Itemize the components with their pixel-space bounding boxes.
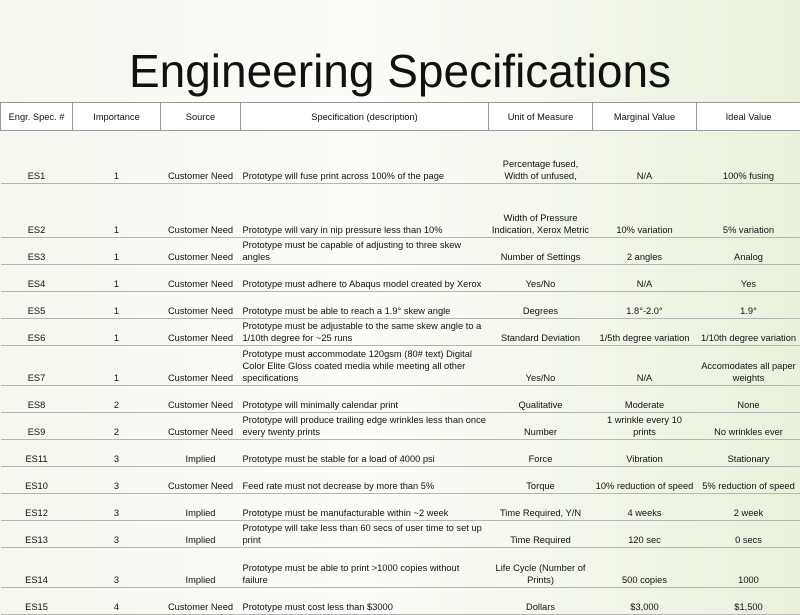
specification-cell: Prototype must accommodate 120gsm (80# text) Digital Color Elite Gloss coated media while meeting all other specifications (241, 346, 489, 386)
ideal-value-cell: 1.9° (697, 292, 800, 319)
ideal-value-cell: 5% variation (697, 184, 800, 238)
table-row (1, 588, 800, 615)
spec-number-cell: ES4 (1, 265, 73, 292)
specification-cell: Prototype must be stable for a load of 4000 psi (241, 440, 489, 467)
table-header-row (1, 103, 800, 131)
importance-cell: 1 (73, 131, 161, 184)
table-row (1, 238, 800, 265)
ideal-value-cell: 100% fusing (697, 131, 800, 184)
table-row (1, 131, 800, 184)
ideal-value-cell: 2 week (697, 494, 800, 521)
marginal-value-cell: N/A (593, 131, 697, 184)
unit-of-measure-cell: Standard Deviation (489, 319, 593, 346)
marginal-value-cell: $3,000 (593, 588, 697, 615)
table-row (1, 386, 800, 413)
source-cell: Customer Need (161, 265, 241, 292)
source-cell: Customer Need (161, 238, 241, 265)
marginal-value-cell: 500 copies (593, 548, 697, 588)
source-cell: Implied (161, 521, 241, 548)
specification-cell: Feed rate must not decrease by more than 5% (241, 467, 489, 494)
spec-number-cell: ES14 (1, 548, 73, 588)
spec-number-cell: ES9 (1, 413, 73, 440)
slide-title: Engineering Specifications (0, 44, 800, 98)
header-marginal-value: Marginal Value (593, 103, 697, 131)
unit-of-measure-cell: Number of Settings (489, 238, 593, 265)
ideal-value-cell: No wrinkles ever (697, 413, 800, 440)
unit-of-measure-cell: Degrees (489, 292, 593, 319)
spec-number-cell: ES5 (1, 292, 73, 319)
marginal-value-cell: 10% reduction of speed (593, 467, 697, 494)
importance-cell: 1 (73, 184, 161, 238)
ideal-value-cell: Accomodates all paper weights (697, 346, 800, 386)
importance-cell: 3 (73, 467, 161, 494)
unit-of-measure-cell: Yes/No (489, 346, 593, 386)
source-cell: Customer Need (161, 467, 241, 494)
marginal-value-cell: 1.8°-2.0° (593, 292, 697, 319)
spec-number-cell: ES10 (1, 467, 73, 494)
table-row (1, 548, 800, 588)
ideal-value-cell: Analog (697, 238, 800, 265)
specification-cell: Prototype will fuse print across 100% of the page (241, 131, 489, 184)
source-cell: Customer Need (161, 292, 241, 319)
unit-of-measure-cell: Yes/No (489, 265, 593, 292)
specification-cell: Prototype will vary in nip pressure less than 10% (241, 184, 489, 238)
unit-of-measure-cell: Time Required (489, 521, 593, 548)
unit-of-measure-cell: Percentage fused, Width of unfused, (489, 131, 593, 184)
table-row (1, 494, 800, 521)
marginal-value-cell: N/A (593, 346, 697, 386)
table-row (1, 440, 800, 467)
importance-cell: 1 (73, 292, 161, 319)
spec-number-cell: ES7 (1, 346, 73, 386)
source-cell: Customer Need (161, 386, 241, 413)
importance-cell: 1 (73, 265, 161, 292)
ideal-value-cell: Yes (697, 265, 800, 292)
header-spec-number: Engr. Spec. # (1, 103, 73, 131)
header-ideal-value: Ideal Value (697, 103, 800, 131)
specification-cell: Prototype must be able to print >1000 copies without failure (241, 548, 489, 588)
marginal-value-cell: 10% variation (593, 184, 697, 238)
importance-cell: 1 (73, 238, 161, 265)
importance-cell: 4 (73, 588, 161, 615)
source-cell: Customer Need (161, 413, 241, 440)
table-row (1, 292, 800, 319)
marginal-value-cell: 1 wrinkle every 10 prints (593, 413, 697, 440)
specification-cell: Prototype must be manufacturable within ~2 week (241, 494, 489, 521)
source-cell: Customer Need (161, 346, 241, 386)
specification-cell: Prototype will minimally calendar print (241, 386, 489, 413)
source-cell: Customer Need (161, 184, 241, 238)
ideal-value-cell: 5% reduction of speed (697, 467, 800, 494)
unit-of-measure-cell: Qualitative (489, 386, 593, 413)
unit-of-measure-cell: Dollars (489, 588, 593, 615)
specification-cell: Prototype will take less than 60 secs of user time to set up print (241, 521, 489, 548)
header-importance: Importance (73, 103, 161, 131)
source-cell: Implied (161, 440, 241, 467)
table-row (1, 346, 800, 386)
ideal-value-cell: 0 secs (697, 521, 800, 548)
importance-cell: 1 (73, 319, 161, 346)
ideal-value-cell: Stationary (697, 440, 800, 467)
specification-cell: Prototype must be adjustable to the same skew angle to a 1/10th degree for ~25 runs (241, 319, 489, 346)
spec-number-cell: ES1 (1, 131, 73, 184)
header-source: Source (161, 103, 241, 131)
specification-cell: Prototype must be able to reach a 1.9° skew angle (241, 292, 489, 319)
specification-cell: Prototype must cost less than $3000 (241, 588, 489, 615)
unit-of-measure-cell: Force (489, 440, 593, 467)
ideal-value-cell: 1000 (697, 548, 800, 588)
importance-cell: 3 (73, 548, 161, 588)
marginal-value-cell: 1/5th degree variation (593, 319, 697, 346)
table-row (1, 413, 800, 440)
source-cell: Customer Need (161, 319, 241, 346)
importance-cell: 3 (73, 440, 161, 467)
specification-cell: Prototype must be capable of adjusting to three skew angles (241, 238, 489, 265)
marginal-value-cell: 120 sec (593, 521, 697, 548)
spec-number-cell: ES12 (1, 494, 73, 521)
spec-number-cell: ES11 (1, 440, 73, 467)
spec-number-cell: ES8 (1, 386, 73, 413)
importance-cell: 2 (73, 386, 161, 413)
specification-cell: Prototype must adhere to Abaqus model created by Xerox (241, 265, 489, 292)
importance-cell: 2 (73, 413, 161, 440)
spec-number-cell: ES2 (1, 184, 73, 238)
unit-of-measure-cell: Time Required, Y/N (489, 494, 593, 521)
header-unit-of-measure: Unit of Measure (489, 103, 593, 131)
table-row (1, 521, 800, 548)
marginal-value-cell: 2 angles (593, 238, 697, 265)
ideal-value-cell: 1/10th degree variation (697, 319, 800, 346)
spec-number-cell: ES15 (1, 588, 73, 615)
importance-cell: 3 (73, 521, 161, 548)
unit-of-measure-cell: Number (489, 413, 593, 440)
header-specification: Specification (description) (241, 103, 489, 131)
importance-cell: 1 (73, 346, 161, 386)
marginal-value-cell: Moderate (593, 386, 697, 413)
table-row (1, 319, 800, 346)
marginal-value-cell: 4 weeks (593, 494, 697, 521)
source-cell: Implied (161, 548, 241, 588)
table-row (1, 467, 800, 494)
table-row (1, 184, 800, 238)
spec-number-cell: ES13 (1, 521, 73, 548)
spec-table-container (0, 102, 800, 615)
importance-cell: 3 (73, 494, 161, 521)
source-cell: Customer Need (161, 588, 241, 615)
spec-number-cell: ES3 (1, 238, 73, 265)
ideal-value-cell: $1,500 (697, 588, 800, 615)
engineering-spec-table (0, 102, 800, 615)
specification-cell: Prototype will produce trailing edge wrinkles less than once every twenty prints (241, 413, 489, 440)
unit-of-measure-cell: Life Cycle (Number of Prints) (489, 548, 593, 588)
source-cell: Customer Need (161, 131, 241, 184)
source-cell: Implied (161, 494, 241, 521)
table-row (1, 265, 800, 292)
marginal-value-cell: Vibration (593, 440, 697, 467)
spec-number-cell: ES6 (1, 319, 73, 346)
ideal-value-cell: None (697, 386, 800, 413)
unit-of-measure-cell: Width of Pressure Indication, Xerox Metric (489, 184, 593, 238)
unit-of-measure-cell: Torque (489, 467, 593, 494)
marginal-value-cell: N/A (593, 265, 697, 292)
